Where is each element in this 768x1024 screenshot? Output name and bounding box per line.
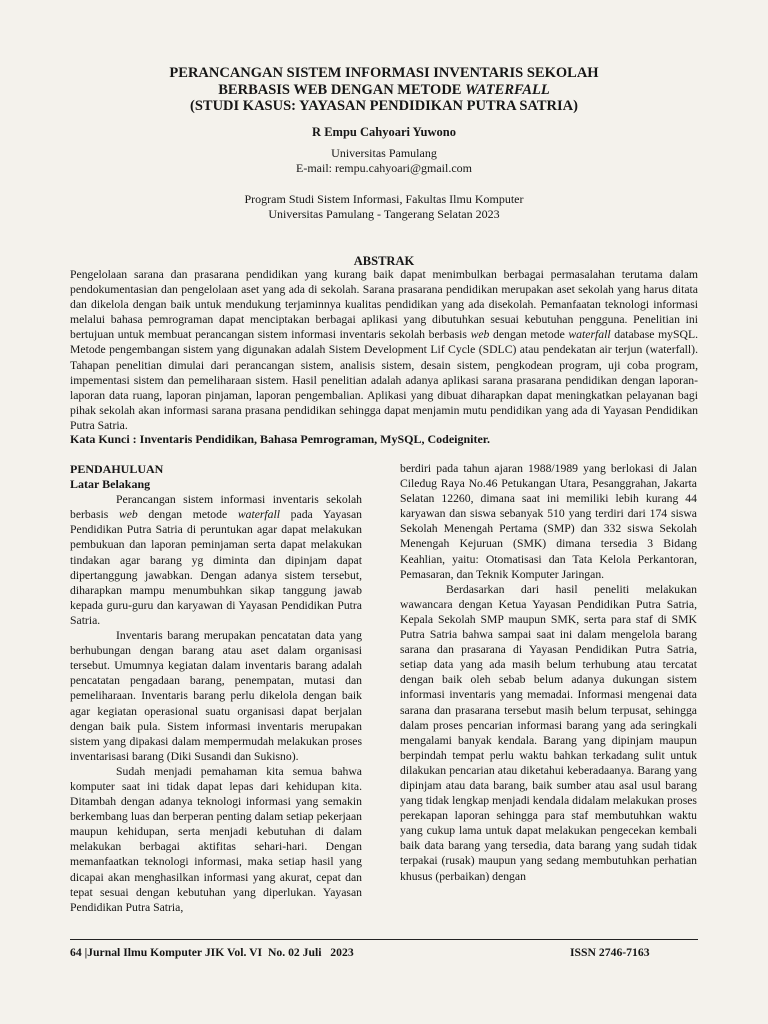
paragraph-1-web: web bbox=[118, 508, 138, 522]
footer-rule bbox=[70, 939, 698, 940]
keywords: Kata Kunci : Inventaris Pendidikan, Bahasa Pemrograman, MySQL, Codeigniter. bbox=[70, 432, 491, 446]
paragraph-5: Berdasarkan dari hasil peneliti melakukan wawancara dengan Ketua Yayasan Pendidikan Putra Satria, Kepala Sekolah SMP maupun SMK, serta para staf di SMK Putra Satria bahwa sampai saat ini dalam mengelola barang sarana dan prasarana di Yayasan Pendidikan Putra Satria, setiap data yang ada masih belum terhubung atau tercatat dengan baik oleh sebab belum adanya dukungan sistem informasi inventaris yang memadai. Informasi mengenai data sarana dan prasarana tersebut masih belum terpusat, sehingga dalam proses pencarian informasi barang yang ada seringkali mengalami banyak kendala. Barang yang dipinjam maupun berpindah tempat perlu waktu bahkan terkadang sulit untuk dilakukan pencarian atau diketahui keberadaanya. Barang yang dipinjam atau data barang, baik sumber atau asal usul barang yang tidak lengkap menjadi kendala didalam melakukan proses perekapan laporan sehingga para staf membutuhkan waktu yang cukup lama untuk dapat melakukan pengecekan kembali baik data barang yang tersedia, data barang yang sudah tidak terpakai (rusak) maupun yang sedang membutuhkan perhatian khusus (perbaikan) dengan bbox=[400, 582, 697, 883]
program-line-1: Program Studi Sistem Informasi, Fakultas Ilmu Komputer bbox=[244, 192, 524, 206]
right-column bbox=[400, 461, 697, 884]
paragraph-1-text-a: Perancangan sistem informasi inventaris sekolah berbasis bbox=[70, 493, 362, 522]
paragraph-1-text-b: dengan metode bbox=[137, 508, 238, 522]
title-line-2 bbox=[60, 82, 708, 99]
title-line-2-text: BERBASIS WEB DENGAN METODE bbox=[218, 81, 466, 98]
author-name: R Empu Cahyoari Yuwono bbox=[312, 125, 456, 139]
abstract-heading: ABSTRAK bbox=[353, 254, 415, 268]
program-info bbox=[60, 192, 708, 222]
footer-journal: 64 |Jurnal Ilmu Komputer JIK Vol. VI No. 02 Juli 2023 bbox=[70, 946, 354, 959]
paragraph-3: Sudah menjadi pemahaman kita semua bahwa komputer saat ini tidak dapat lepas dari kehidupan kita. Ditambah dengan adanya teknologi informasi yang semakin berkembang luas dan berperan penting dalam setiap pekerjaan maupun kehidupan, serta menjadi kebutuhan di dalam melakukan berbagai aktifitas sehari-hari. Dengan memanfaatkan teknologi informasi, maka setiap hasil yang dicapai akan menghasilkan informasi yang akurat, cepat dan tepat sesuai dengan kebutuhan yang diperlukan. Yayasan Pendidikan Putra Satria, bbox=[70, 764, 362, 914]
paragraph-1 bbox=[70, 492, 362, 628]
footer-issn: ISSN 2746-7163 bbox=[570, 946, 650, 959]
section-heading: PENDAHULUAN bbox=[70, 462, 164, 476]
program-line-2: Universitas Pamulang - Tangerang Selatan 2023 bbox=[268, 207, 500, 221]
left-column bbox=[70, 462, 362, 915]
paper-title bbox=[60, 65, 708, 115]
author-university: Universitas Pamulang bbox=[331, 146, 437, 160]
paragraph-2: Inventaris barang merupakan pencatatan data yang berhubungan dengan barang atau aset dalam organisasi tersebut. Umumnya kegiatan dalam inventaris barang adalah pencatatan pengadaan barang, penempatan, mutasi dan pemeliharaan. Inventaris barang perlu dikelola dengan baik agar kegiatan operasional suatu organisasi dapat berjalan dengan baik pula. Sistem informasi inventaris merupakan sistem yang dipakasi dalam mempermudah melakukan proses inventarisasi barang (Diki Susandi dan Sukisno). bbox=[70, 629, 362, 763]
author-email: E-mail: rempu.cahyoari@gmail.com bbox=[296, 161, 472, 175]
paragraph-1-waterfall: waterfall bbox=[237, 508, 281, 522]
title-waterfall: WATERFALL bbox=[465, 81, 550, 98]
title-line-3: (STUDI KASUS: YAYASAN PENDIDIKAN PUTRA SATRIA) bbox=[190, 98, 578, 114]
abstract-text-3: database mySQL. Metode pengembangan sistem yang digunakan adalah Sistem Development Lif Cycle (SDLC) atau pendekatan air terjun (waterfall). Tahapan penelitian dimulai dari perancangan sistem, analisis sistem, desain sistem, pengkodean program, uji coba program, impementasi sistem dan pemeliharaan sistem. Hasil penelitian adalah adanya aplikasi sarana prasarana pendidikan dengan laporan-laporan data ruang, laporan pinjaman, laporan pengembalian. Aplikasi yang dibuat diharapkan dapat meningkatkan pelayanan bagi pihak sekolah akan informasi sarana prasana pendidikan sehingga dapat menjamin mutu pendidikan yang ada di Yayasan Pendidikan Putra Satria. bbox=[70, 328, 699, 432]
paragraph-1-text-c: pada Yayasan Pendidikan Putra Satria di peruntukan agar dapat melakukan pembukuan dan laporan peminjaman serta dapat melakukan tindakan agar barang yg diminta dan dipinjam dapat dipertanggung jawabkan. Dengan adanya sistem tersebut, diharapkan mampu menumbuhkan sikap tanggung jawab kepada guru-guru dan karyawan di Yayasan Pendidikan Putra Satria. bbox=[70, 508, 362, 627]
abstract-text-1: Pengelolaan sarana dan prasarana pendidikan yang kurang baik dapat menimbulkan berbagai permasalahan terutama dalam pendokumentasian dan pengelolaan aset yang ada di sekolah. Sarana prasarana pendidikan merupakan aset sekolah yang harus ditata dan dikelola dengan baik untuk mendukung terjaminnya kualitas pendidikan yang ada disekolah. Pemanfaatan teknologi informasi melalui bahasa pemrograman dapat menciptakan berbagai aplikasi yang dibutuhkan sesuai kebutuhan pengguna. Penelitian ini bertujuan untuk membuat perancangan sistem informasi inventaris sekolah berbasis bbox=[70, 268, 698, 342]
abstract-body bbox=[70, 267, 698, 433]
title-line-1: PERANCANGAN SISTEM INFORMASI INVENTARIS SEKOLAH bbox=[169, 65, 599, 81]
subsection-heading: Latar Belakang bbox=[70, 477, 151, 492]
author-affiliation bbox=[60, 146, 708, 176]
abstract-text-2: dengan metode bbox=[489, 328, 569, 342]
abstract-waterfall: waterfall bbox=[568, 328, 611, 342]
abstract-web: web bbox=[470, 328, 490, 342]
paragraph-4: berdiri pada tahun ajaran 1988/1989 yang berlokasi di Jalan Ciledug Raya No.46 Petukangan Utara, Pesanggrahan, Jakarta Selatan 12260, dimana saat ini memiliki lebih kurang 44 karyawan dan siswa sebanyak 510 yang terdiri dari 174 siswa Sekolah Menengah Pertama (SMP) dan 332 siswa Sekolah Menengah Kejuruan (SMK) dimana tersedia 3 Bidang Keahlian, yaitu: Otomatisasi dan Tata Kelola Perkantoran, Pemasaran, dan Teknik Komputer Jaringan. bbox=[400, 462, 697, 581]
